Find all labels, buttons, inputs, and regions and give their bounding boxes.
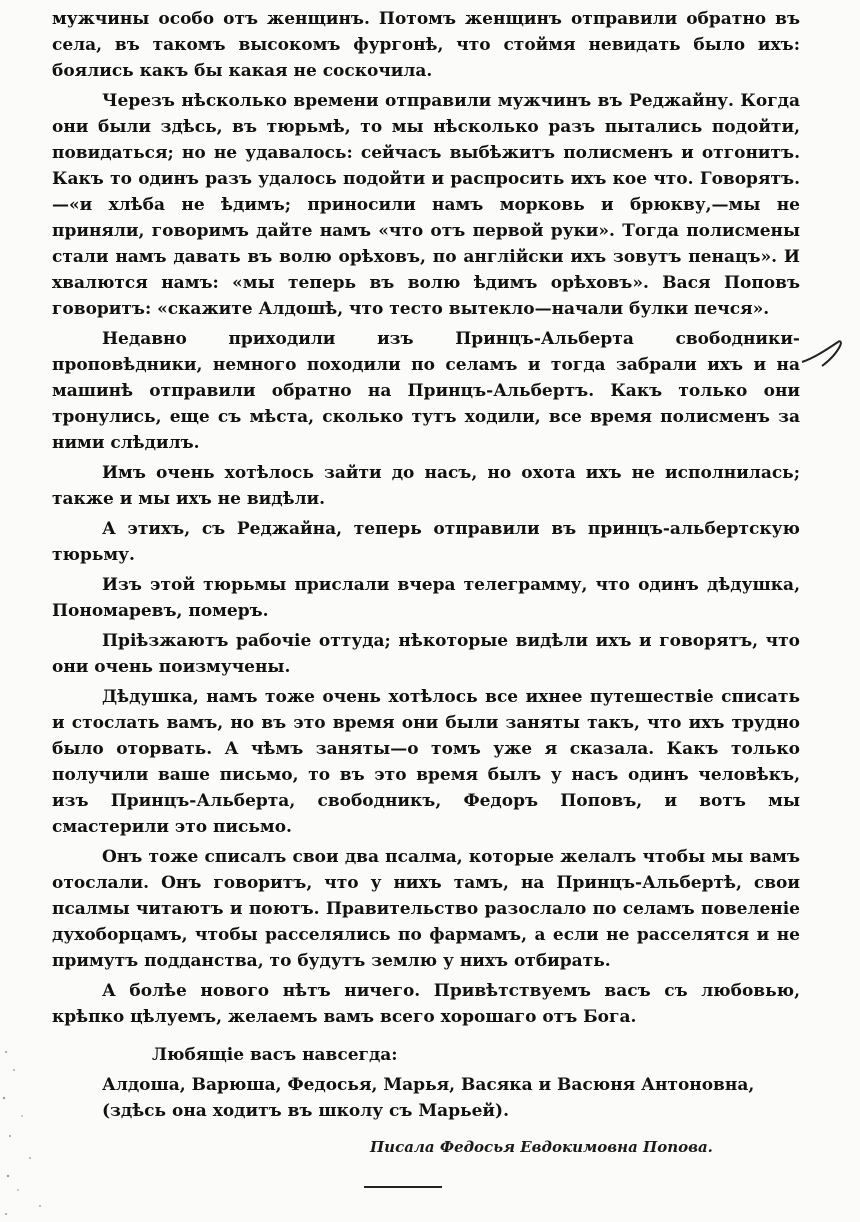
paragraph-2: Черезъ нѣсколько времени отправили мужчинъ въ Реджайну. Когда они были здѣсь, въ тюрьмѣ, то мы нѣсколько разъ пытались подойти, повидаться; но не удавалось: сейчасъ выбѣжитъ полисменъ и отгонитъ. Какъ то одинъ разъ удалось подойти и распросить ихъ кое что. Говорятъ.—«и хлѣба не ѣдимъ; приносили намъ морковь и брюкву,—мы не приняли, говоримъ дайте намъ «что отъ первой руки». Тогда полисмены стали намъ давать въ волю орѣховъ, по англійски ихъ зовутъ пенацъ». И хвалются намъ: «мы теперь въ волю ѣдимъ орѣховъ». Вася Поповъ говоритъ: «скажите Алдошѣ, что тесто вытекло—начали булки печся». <box>52 91 800 319</box>
writer-signature: Писала Федосья Евдокимовна Попова. <box>370 1138 713 1156</box>
paragraph-10: А болѣе нового нѣтъ ничего. Привѣтствуемъ васъ съ любовью, крѣпко цѣлуемъ, желаемъ вамъ всего хорошаго отъ Бога. <box>52 981 800 1027</box>
scan-noise <box>0 1040 60 1222</box>
signatories: Алдоша, Варюша, Федосья, Марья, Васяка и Васюня Антоновна, (здѣсь она ходитъ въ школу съ Марьей). <box>102 1075 755 1121</box>
paragraph-9: Онъ тоже списалъ свои два псалма, которые желалъ чтобы мы вамъ отослали. Онъ говоритъ, что у нихъ тамъ, на Принцъ-Альбертѣ, свои псалмы читаютъ и поютъ. Правительство разослало по селамъ повеленіе духоборцамъ, чтобы расселялись по фармамъ, а если не расселятся и не примутъ подданства, то будутъ землю у нихъ отбирать. <box>52 847 800 971</box>
letter-body <box>52 6 800 1034</box>
paragraph-6: Изъ этой тюрьмы прислали вчера телеграмму, что одинъ дѣдушка, Пономаревъ, померъ. <box>52 575 800 621</box>
paragraph-8: Дѣдушка, намъ тоже очень хотѣлось все ихнее путешествіе списать и стослать вамъ, но въ это время они были заняты такъ, что ихъ трудно было оторвать. А чѣмъ заняты—о томъ уже я сказала. Какъ только получили ваше письмо, то въ это время былъ у насъ одинъ человѣкъ, изъ Принцъ-Альберта, свободникъ, Федоръ Поповъ, и вотъ мы смастерили это письмо. <box>52 687 800 837</box>
margin-pencil-mark <box>800 336 846 376</box>
paragraph-1: мужчины особо отъ женщинъ. Потомъ женщинъ отправили обратно въ села, въ такомъ высокомъ фургонѣ, что стоймя невидать было ихъ: боялись какъ бы какая не соскочила. <box>52 9 800 81</box>
closing-block <box>52 1042 800 1124</box>
paragraph-7: Пріѣзжаютъ рабочіе оттуда; нѣкоторые видѣли ихъ и говорятъ, что они очень поизмучены. <box>52 631 800 677</box>
closing-line: Любящіе васъ навсегда: <box>152 1045 398 1065</box>
paragraph-4: Имъ очень хотѣлось зайти до насъ, но охота ихъ не исполнилась; также и мы ихъ не видѣли. <box>52 463 800 509</box>
paragraph-5: А этихъ, съ Реджайна, теперь отправили въ принцъ-альбертскую тюрьму. <box>52 519 800 565</box>
end-rule <box>364 1186 442 1188</box>
paragraph-3: Недавно приходили изъ Принцъ-Альберта свободники-проповѣдники, немного походили по селамъ и тогда забрали ихъ и на машинѣ отправили обратно на Принцъ-Альбертъ. Какъ только они тронулись, еще съ мѣста, сколько тутъ ходили, все время полисменъ за ними слѣдилъ. <box>52 329 800 453</box>
